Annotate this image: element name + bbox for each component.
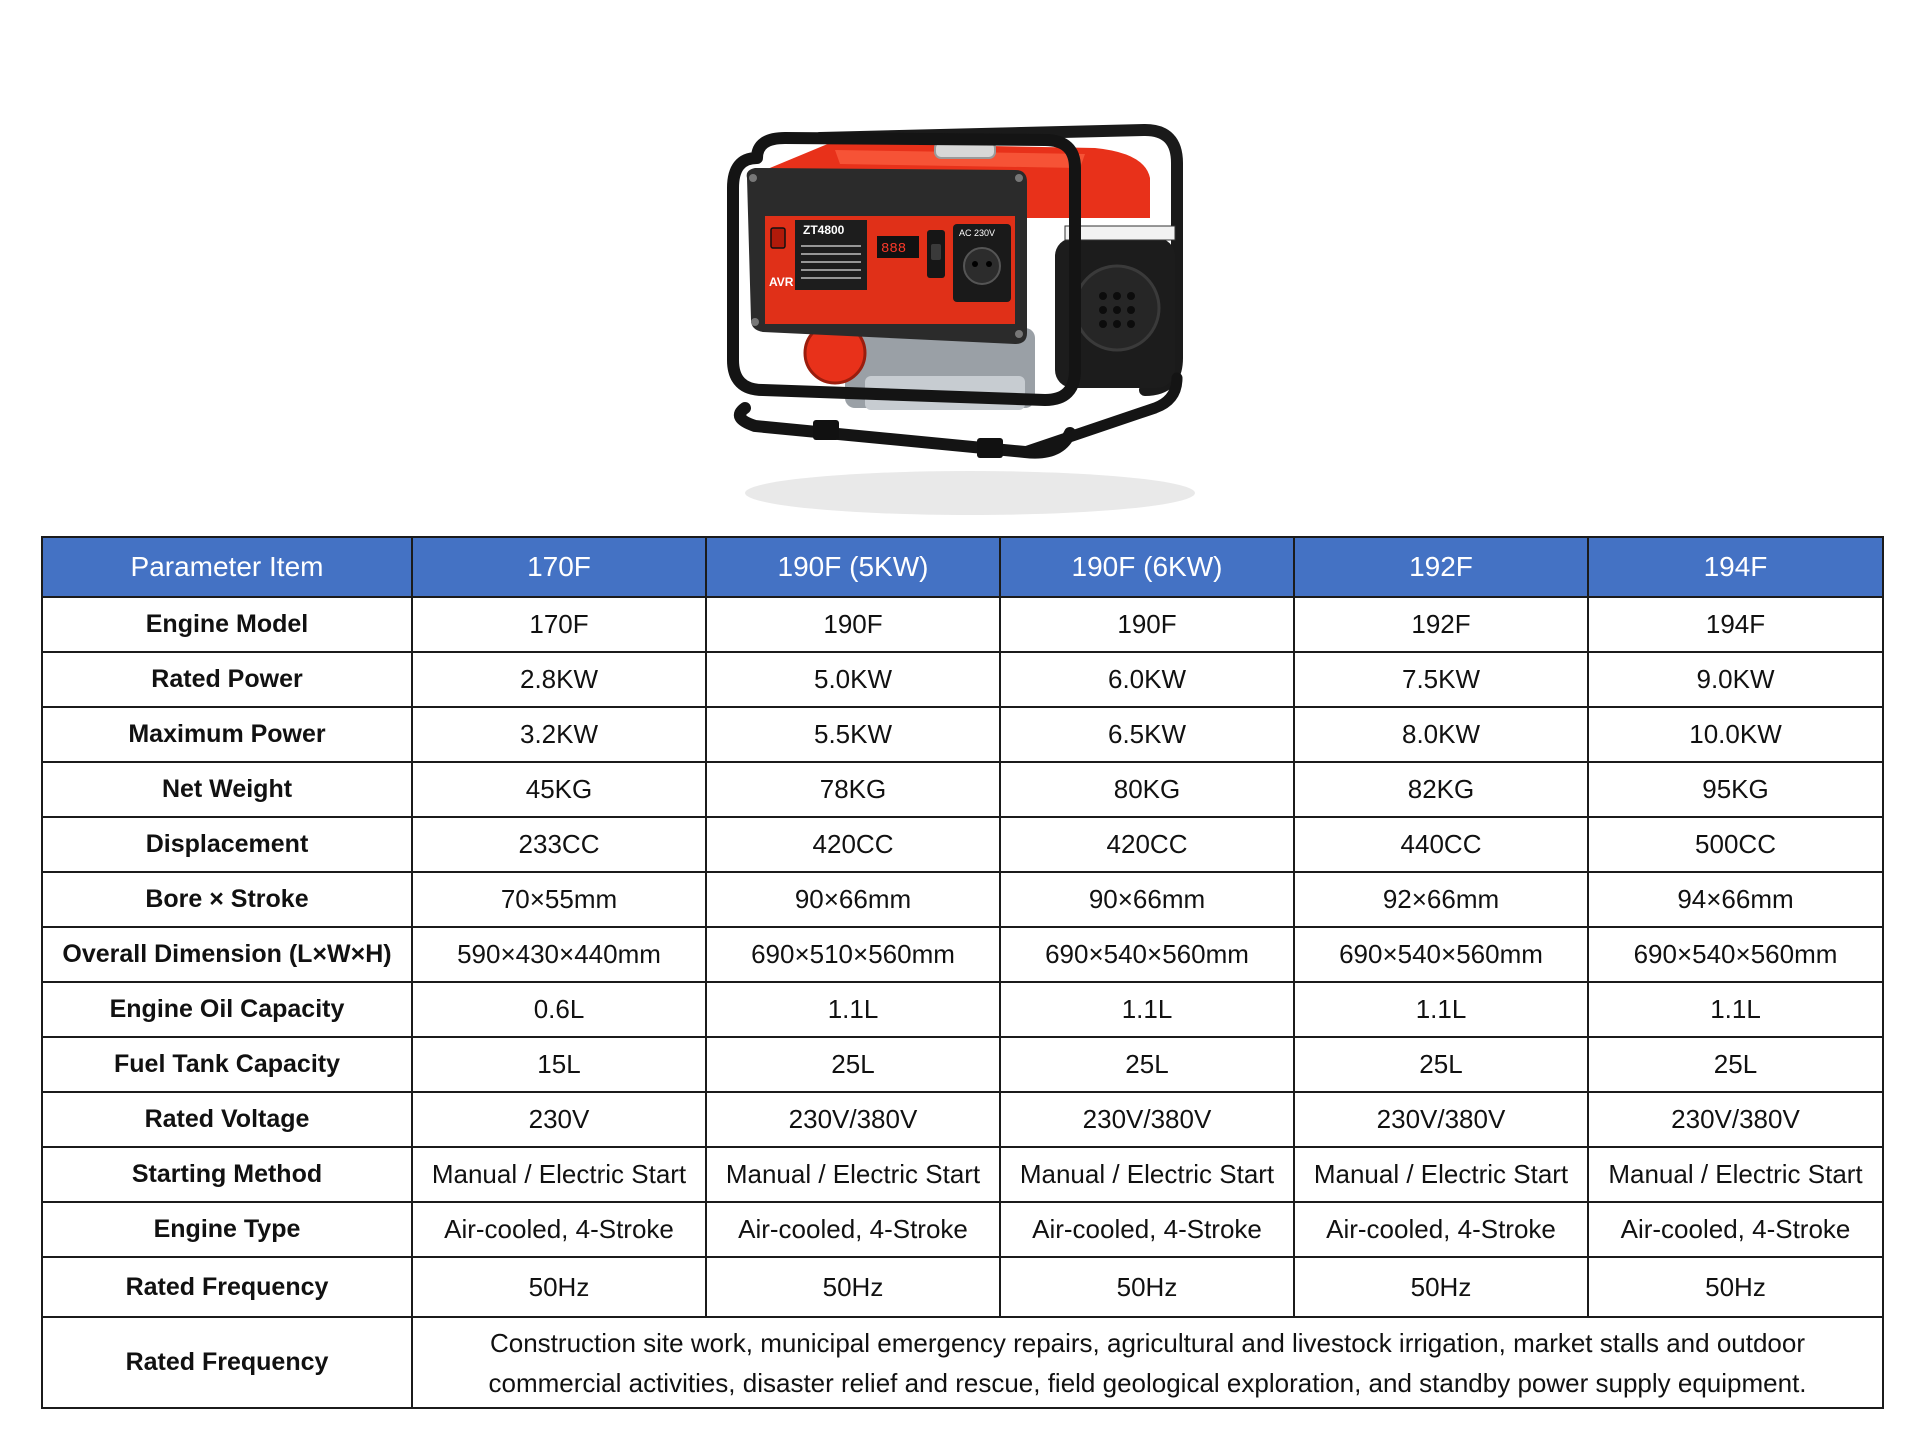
table-cell: 25L [1294,1037,1588,1092]
floor-shadow [745,471,1195,515]
table-cell: 690×540×560mm [1588,927,1883,982]
table-cell: Air-cooled, 4-Stroke [412,1202,706,1257]
table-cell: 6.5KW [1000,707,1294,762]
row-label: Overall Dimension (L×W×H) [42,927,412,982]
meter-display-text: 888 [881,241,907,257]
row-label: Starting Method [42,1147,412,1202]
breaker-lever [931,244,941,260]
table-cell: Manual / Electric Start [1294,1147,1588,1202]
table-cell: 194F [1588,597,1883,652]
row-label: Net Weight [42,762,412,817]
column-header-model: 190F (5KW) [706,537,1000,597]
table-cell: 5.0KW [706,652,1000,707]
table-cell: 190F [1000,597,1294,652]
table-cell: Manual / Electric Start [412,1147,706,1202]
column-header-model: 170F [412,537,706,597]
row-label: Maximum Power [42,707,412,762]
table-cell: 230V/380V [1294,1092,1588,1147]
table-cell: 690×510×560mm [706,927,1000,982]
application-row [42,1317,1883,1408]
table-cell: 7.5KW [1294,652,1588,707]
table-cell: 92×66mm [1294,872,1588,927]
table-cell: 230V/380V [706,1092,1000,1147]
table-row [42,1037,1883,1092]
table-row [42,597,1883,652]
table-cell: 440CC [1294,817,1588,872]
row-label: Engine Type [42,1202,412,1257]
table-cell: 1.1L [1588,982,1883,1037]
table-cell: 50Hz [412,1257,706,1317]
row-label: Engine Oil Capacity [42,982,412,1037]
table-row [42,1092,1883,1147]
table-cell: 25L [1000,1037,1294,1092]
table-cell: 690×540×560mm [1000,927,1294,982]
table-cell: 3.2KW [412,707,706,762]
table-row [42,817,1883,872]
table-cell: 90×66mm [1000,872,1294,927]
table-cell: 5.5KW [706,707,1000,762]
panel-brand-text: AVR [769,275,794,289]
row-label: Rated Power [42,652,412,707]
table-cell: 0.6L [412,982,706,1037]
frame-bottom-rail [740,408,1070,453]
panel-model-text: ZT4800 [803,223,845,237]
table-row [42,1202,1883,1257]
table-cell: 78KG [706,762,1000,817]
table-cell: Manual / Electric Start [706,1147,1000,1202]
column-header-model: 194F [1588,537,1883,597]
table-cell: 95KG [1588,762,1883,817]
table-cell: 9.0KW [1588,652,1883,707]
table-cell: 10.0KW [1588,707,1883,762]
table-cell: 25L [1588,1037,1883,1092]
foot-right [977,438,1003,458]
table-cell: 50Hz [1588,1257,1883,1317]
table-cell: 590×430×440mm [412,927,706,982]
table-cell: Manual / Electric Start [1588,1147,1883,1202]
table-cell: 45KG [412,762,706,817]
table-cell: 80KG [1000,762,1294,817]
table-header-row [42,537,1883,597]
table-cell: 1.1L [706,982,1000,1037]
table-cell: 6.0KW [1000,652,1294,707]
table-cell: 500CC [1588,817,1883,872]
table-cell: 230V/380V [1588,1092,1883,1147]
table-cell: 15L [412,1037,706,1092]
table-cell: 1.1L [1294,982,1588,1037]
table-row [42,652,1883,707]
ac-socket[interactable] [964,248,1000,284]
generator-product-image [725,108,1215,523]
table-cell: 690×540×560mm [1294,927,1588,982]
engine-switch[interactable] [771,228,785,248]
table-cell: Air-cooled, 4-Stroke [706,1202,1000,1257]
table-cell: 90×66mm [706,872,1000,927]
table-row [42,707,1883,762]
row-label: Bore × Stroke [42,872,412,927]
table-cell: 420CC [1000,817,1294,872]
table-cell: 50Hz [1294,1257,1588,1317]
table-cell: 70×55mm [412,872,706,927]
table-cell: 50Hz [706,1257,1000,1317]
table-row [42,1147,1883,1202]
specification-table [41,536,1884,1409]
table-cell: 230V [412,1092,706,1147]
row-label: Rated Voltage [42,1092,412,1147]
row-label: Engine Model [42,597,412,652]
table-cell: 2.8KW [412,652,706,707]
column-header-model: 190F (6KW) [1000,537,1294,597]
table-cell: 1.1L [1000,982,1294,1037]
table-cell: 420CC [706,817,1000,872]
table-cell: 82KG [1294,762,1588,817]
table-cell: 192F [1294,597,1588,652]
row-label: Rated Frequency [42,1317,412,1408]
table-row [42,872,1883,927]
column-header-model: 192F [1294,537,1588,597]
table-cell: Manual / Electric Start [1000,1147,1294,1202]
table-cell: 190F [706,597,1000,652]
row-label: Displacement [42,817,412,872]
warning-sticker [1065,226,1175,240]
table-row [42,982,1883,1037]
table-cell: 233CC [412,817,706,872]
row-label: Fuel Tank Capacity [42,1037,412,1092]
table-cell: 50Hz [1000,1257,1294,1317]
table-row [42,1257,1883,1317]
table-row [42,927,1883,982]
table-cell: Air-cooled, 4-Stroke [1588,1202,1883,1257]
row-label: Rated Frequency [42,1257,412,1317]
table-cell: Air-cooled, 4-Stroke [1294,1202,1588,1257]
table-cell: 25L [706,1037,1000,1092]
table-cell: 230V/380V [1000,1092,1294,1147]
table-row [42,762,1883,817]
foot-left [813,420,839,440]
table-cell: 8.0KW [1294,707,1588,762]
table-cell: Air-cooled, 4-Stroke [1000,1202,1294,1257]
table-cell: 170F [412,597,706,652]
socket-label-text: AC 230V [959,228,996,238]
application-description: Construction site work, municipal emergency repairs, agricultural and livestock irrigation, market stalls and outdoor commercial activities, disaster relief and rescue, field geological exploration, and standby power supply equipment. [412,1317,1883,1408]
table-cell: 94×66mm [1588,872,1883,927]
column-header-parameter: Parameter Item [42,537,412,597]
